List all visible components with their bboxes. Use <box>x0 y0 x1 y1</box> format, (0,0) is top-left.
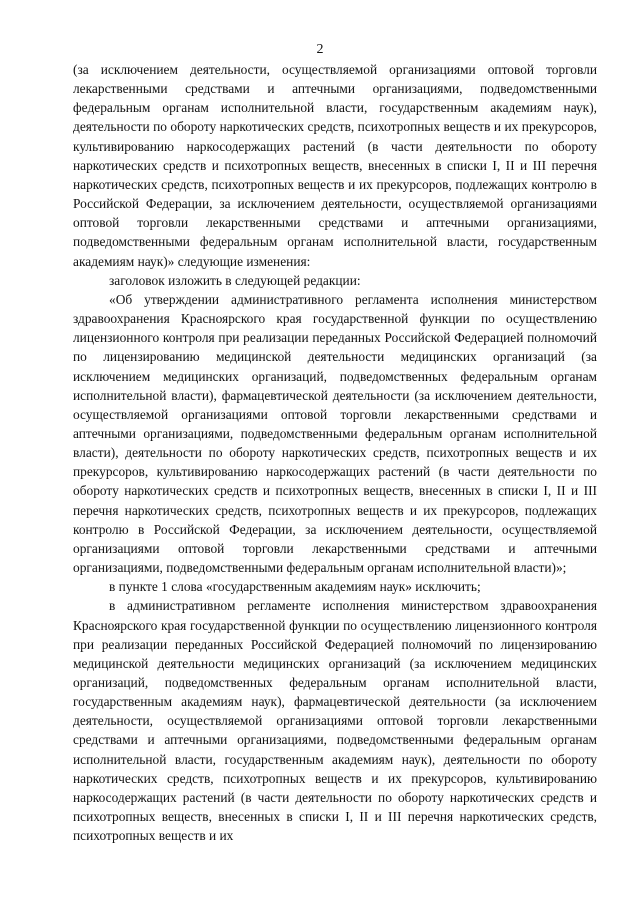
paragraph-regulation-amendment: в административном регламенте исполнения министерством здравоохранения Красноярского края государственной функции по осуществлению лицензионного контроля при реализации переданных Российской Федерацией полномочий по лицензированию медицинской деятельности медицинских организаций (за исключением медицинских организаций, подведомственных федеральным органам исполнительной власти, государственным академиям наук), фармацевтической деятельности (за исключением деятельности, осуществляемой организациями оптовой торговли лекарственными средствами и аптечными организациями, подведомственными федеральным органам исполнительной власти, государственным академиям наук), деятельности по обороту наркотических средств, психотропных веществ и их прекурсоров, культивированию наркосодержащих растений (в части деятельности по обороту наркотических средств и психотропных веществ, внесенных в списки I, II и III перечня наркотических средств, психотропных веществ и их <box>73 598 597 844</box>
paragraph-point-1-amendment: в пункте 1 слова «государственным академиям наук» исключить; <box>109 579 481 595</box>
paragraph-continuation: (за исключением деятельности, осуществляемой организациями оптовой торговли лекарственными средствами и аптечными организациями, подведомственными федеральным органам исполнительной власти, государственным академиям наук), деятельности по обороту наркотических средств, психотропных веществ и их прекурсоров, культивированию наркосодержащих растений (в части деятельности по обороту наркотических средств и психотропных веществ, внесенных в списки I, II и III перечня наркотических средств, психотропных веществ и их прекурсоров, подлежащих контролю в Российской Федерации, за исключением деятельности, осуществляемой организациями оптовой торговли лекарственными средствами и аптечными организациями, подведомственными федеральным органам исполнительной власти, государственным академиям наук)» следующие изменения: <box>73 62 597 269</box>
document-body <box>73 60 597 845</box>
page-number: 2 <box>316 42 324 57</box>
paragraph-title-instruction: заголовок изложить в следующей редакции: <box>109 272 361 288</box>
paragraph-new-title: «Об утверждении административного регламента исполнения министерством здравоохранения Красноярского края государственной функции по осуществлению лицензионного контроля при реализации переданных Российской Федерацией полномочий по лицензированию медицинской деятельности медицинских организаций (за исключением медицинских организаций, подведомственных федеральным органам исполнительной власти), фармацевтической деятельности (за исключением деятельности, осуществляемой организациями оптовой торговли лекарственными средствами и аптечными организациями, подведомственными федеральным органам исполнительной власти), деятельности по обороту наркотических средств, психотропных веществ и их прекурсоров, культивированию наркосодержащих растений (в части деятельности по обороту наркотических средств и психотропных веществ, внесенных в списки I, II и III перечня наркотических средств, психотропных веществ и их прекурсоров, подлежащих контролю в Российской Федерации, за исключением деятельности, осуществляемой организациями оптовой торговли лекарственными средствами и аптечными организациями, подведомственными федеральным органам исполнительной власти)»; <box>73 291 597 576</box>
